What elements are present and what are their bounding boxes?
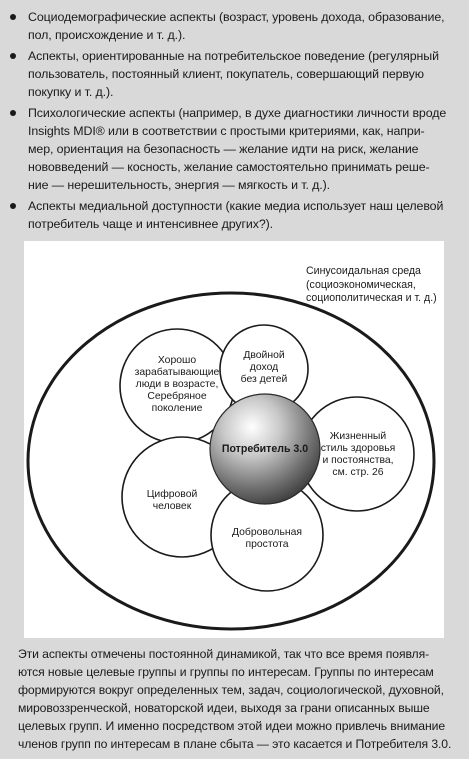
bullet-line: Психологические аспекты (например, в духе диагностики личности вроде (28, 106, 447, 120)
footer-line: ются новые целевые группы и группы по интересам. Группы по интересам (18, 665, 434, 679)
group-label-right: Жизненный стиль здоровья и постоянства, см. стр. 26 (320, 431, 396, 478)
bullet-item (0, 197, 469, 233)
footer-line: Эти аспекты отмечены постоянной динамикой, так что все время появля- (18, 647, 430, 661)
footer-line: формируются вокруг определенных тем, задач, социологической, духовной, (18, 683, 444, 697)
footer-paragraph (18, 645, 460, 753)
footer-line: целевых групп. И именно посредством этой идеи можно привлечь внимание (18, 719, 445, 733)
bullet-dot-icon (10, 110, 16, 116)
center-label: Потребитель 3.0 (221, 443, 309, 455)
environment-label-line: социополитическая и т. д.) (306, 292, 437, 304)
bullet-item (0, 47, 469, 101)
group-label-top-right: Двойной доход без детей (240, 350, 288, 385)
bullet-line: Аспекты, ориентированные на потребительское поведение (регулярный (28, 49, 439, 63)
group-label-left: Цифровой человек (146, 489, 198, 512)
footer-line: членов групп по интересам в плане сбыта — это касается и Потребителя 3.0. (18, 737, 452, 751)
bullet-dot-icon (10, 14, 16, 20)
bullet-line: нововведений — косность, желание самостоятельно принимать реше- (28, 160, 430, 174)
group-label-top-left: Хорошо зарабатывающие люди в возрасте, Серебряное поколение (134, 355, 220, 414)
environment-label-line: (социоэкономическая, (306, 278, 416, 291)
footer-line: мировоззренческой, новаторской идеи, выходя за грани описанных выше (18, 701, 430, 715)
bullet-line: Insights MDI® или в соответствии с простыми критериями, как, напри- (28, 124, 425, 138)
bullet-line: Аспекты медиальной доступности (какие медиа использует наш целевой (28, 199, 444, 213)
environment-label (306, 265, 444, 306)
environment-label-line: Синусоидальная среда (306, 265, 421, 277)
bullet-dot-icon (10, 203, 16, 209)
bullet-line: пользователь, постоянный клиент, покупатель, совершающий первую (28, 67, 424, 81)
consumer-groups-diagram (24, 241, 444, 638)
bullet-line: Социодемографические аспекты (возраст, уровень дохода, образование, (28, 10, 445, 24)
bullet-line: покупку и т. д.). (28, 85, 114, 99)
bullet-item (0, 104, 469, 194)
group-label-bottom: Добровольная простота (231, 527, 302, 550)
bullet-line: потребитель чаще и интенсивнее других?). (28, 217, 273, 231)
bullet-line: ние — нерешительность, энергия — мягкость и т. д.). (28, 178, 330, 192)
bullet-item (0, 8, 469, 44)
bullet-line: пол, происхождение и т. д.). (28, 28, 186, 42)
bullet-line: мер, ориентация на безопасность — желание идти на риск, желание (28, 142, 419, 156)
bullet-list (0, 8, 469, 236)
bullet-dot-icon (10, 53, 16, 59)
